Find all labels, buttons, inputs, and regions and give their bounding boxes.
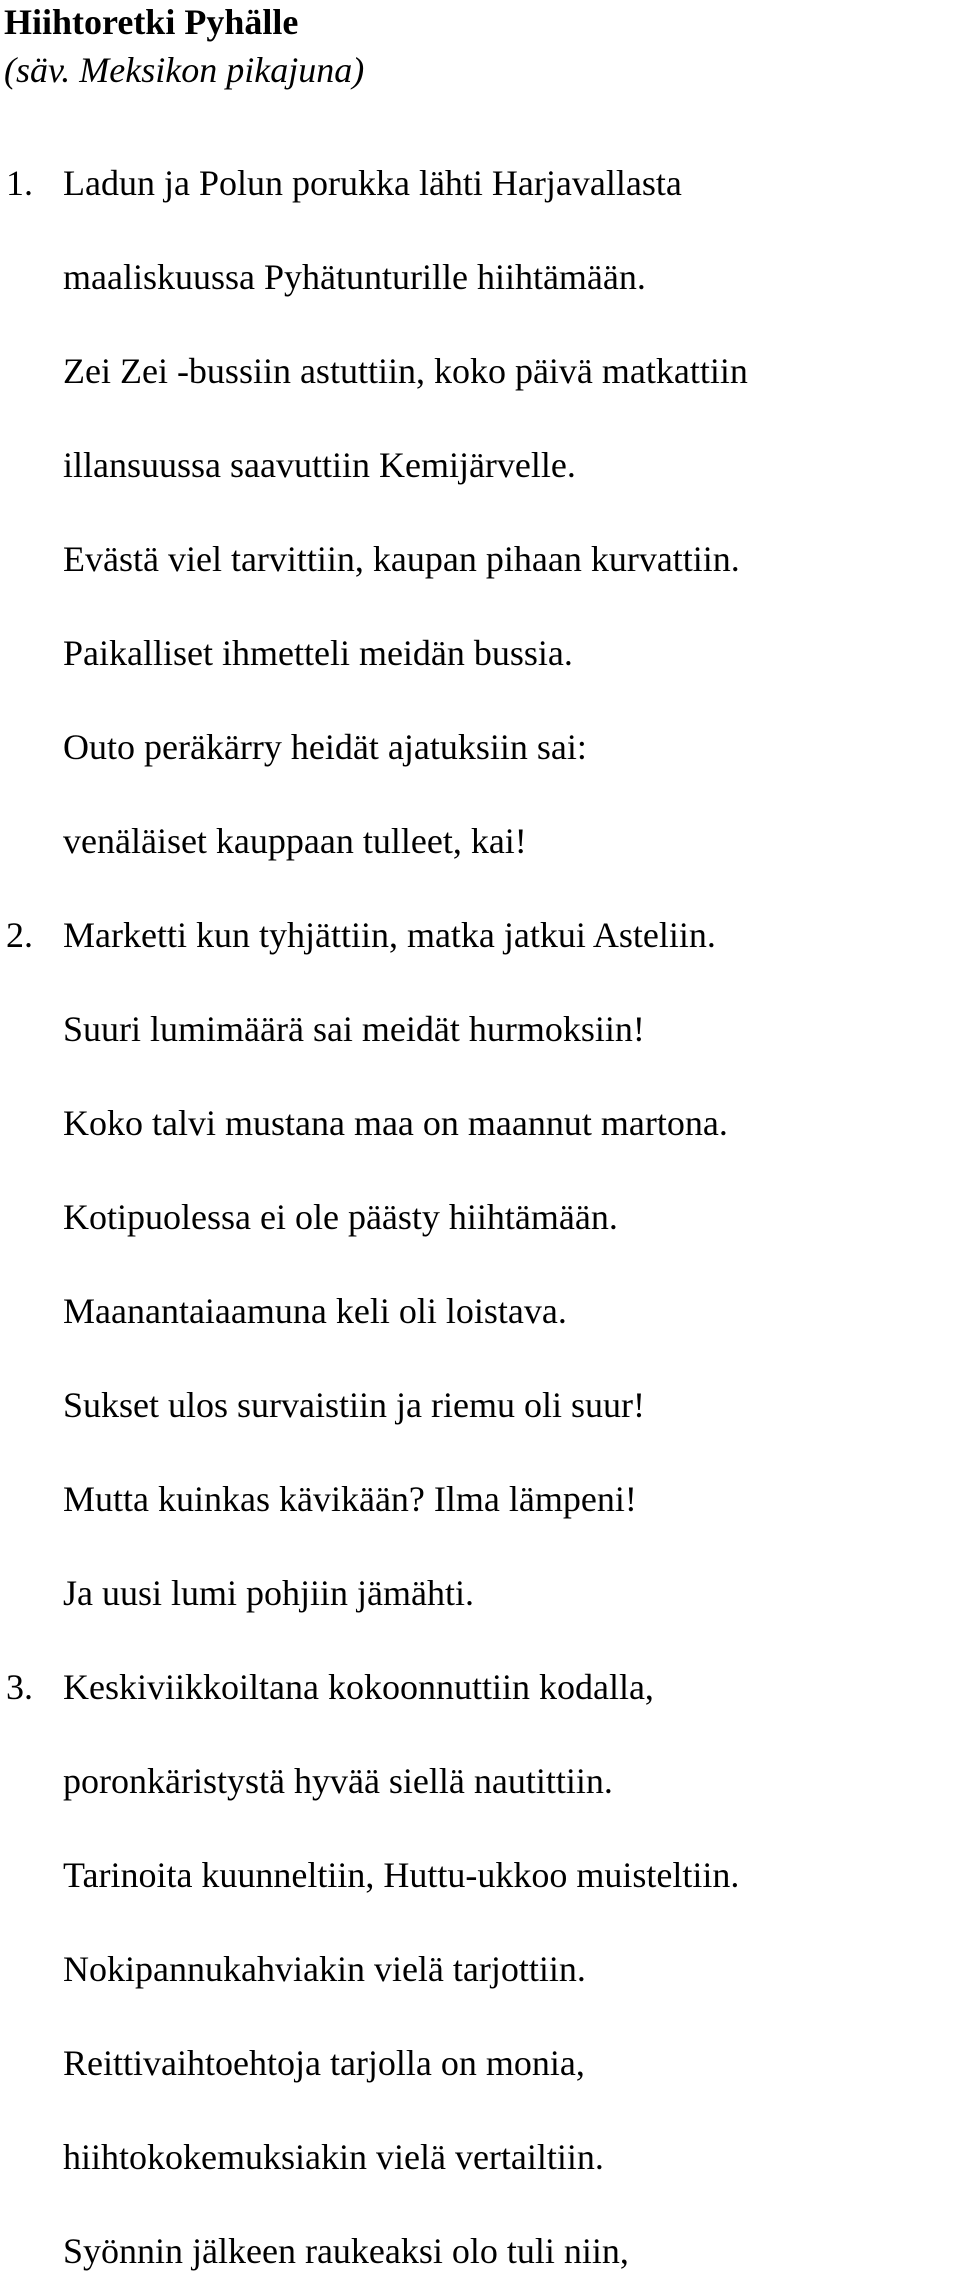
lyric-line: hiihtokokemuksiakin vielä vertailtiin. [63,2137,604,2177]
lyric-line: Koko talvi mustana maa on maannut martona. [63,1103,728,1143]
lyric-line: venäläiset kauppaan tulleet, kai! [63,821,527,861]
lyric-line: poronkäristystä hyvää siellä nautittiin. [63,1761,613,1801]
lyric-line: illansuussa saavuttiin Kemijärvelle. [63,445,576,485]
lyric-line: Suuri lumimäärä sai meidät hurmoksiin! [63,1009,645,1049]
lyric-line: Syönnin jälkeen raukeaksi olo tuli niin, [63,2231,629,2271]
lyric-line: Marketti kun tyhjättiin, matka jatkui Asteliin. [63,915,716,955]
lyric-line: Sukset ulos survaistiin ja riemu oli suur! [63,1385,645,1425]
lyric-line: Maanantaiaamuna keli oli loistava. [63,1291,567,1331]
verse-number: 2. [6,915,33,955]
lyric-line: Mutta kuinkas kävikään? Ilma lämpeni! [63,1479,637,1519]
lyric-line: Kotipuolessa ei ole päästy hiihtämään. [63,1197,618,1237]
lyric-line: Reittivaihtoehtoja tarjolla on monia, [63,2043,585,2083]
lyric-line: Evästä viel tarvittiin, kaupan pihaan kurvattiin. [63,539,740,579]
verse-number: 3. [6,1667,33,1707]
lyric-line: Keskiviikkoiltana kokoonnuttiin kodalla, [63,1667,654,1707]
lyric-line: Tarinoita kuunneltiin, Huttu-ukkoo muisteltiin. [63,1855,740,1895]
lyric-line: Nokipannukahviakin vielä tarjottiin. [63,1949,586,1989]
song-title: Hiihtoretki Pyhälle [4,2,299,42]
lyric-line: Ja uusi lumi pohjiin jämähti. [63,1573,474,1613]
lyric-line: Zei Zei -bussiin astuttiin, koko päivä matkattiin [63,351,748,391]
lyric-line: Paikalliset ihmetteli meidän bussia. [63,633,573,673]
lyric-line: maaliskuussa Pyhätunturille hiihtämään. [63,257,646,297]
verse-number: 1. [6,163,33,203]
lyric-line: Ladun ja Polun porukka lähti Harjavallasta [63,163,682,203]
lyric-line: Outo peräkärry heidät ajatuksiin sai: [63,727,587,767]
song-subtitle: (säv. Meksikon pikajuna) [4,50,365,90]
